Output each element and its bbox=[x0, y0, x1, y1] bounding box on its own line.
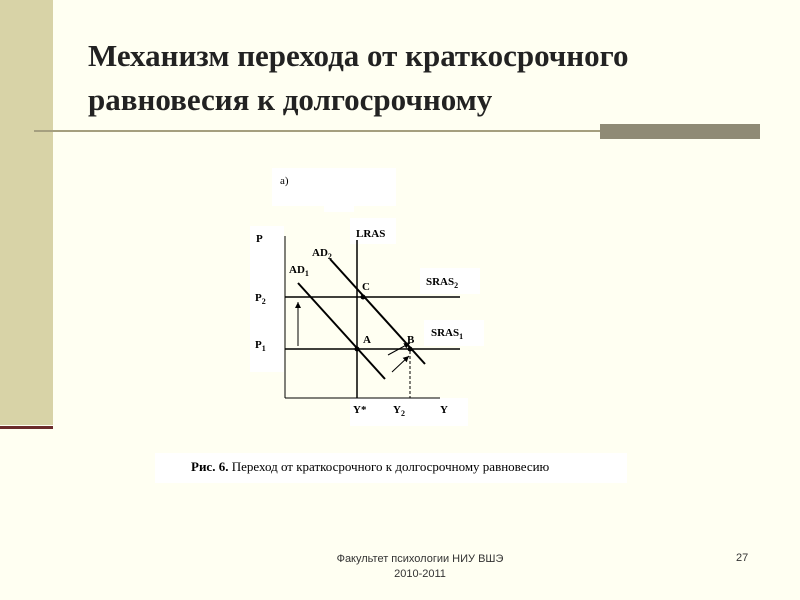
y2-label: $Y_2$ bbox=[393, 404, 405, 418]
footer-line-1: Факультет психологии НИУ ВШЭ bbox=[336, 553, 504, 565]
slide-footer bbox=[320, 552, 520, 582]
footer-line-2: 2010-2011 bbox=[394, 568, 446, 580]
axis-y-label: Y bbox=[440, 404, 448, 416]
title-line-2: равновесия к долгосрочному bbox=[88, 82, 493, 117]
page-number: 27 bbox=[736, 552, 749, 564]
caption-text: Переход от краткосрочного к долгосрочному равновесию bbox=[228, 459, 550, 474]
panel-label-box-tab bbox=[324, 206, 354, 212]
point-a-marker bbox=[355, 347, 360, 352]
title-line-1: Механизм перехода от краткосрочного bbox=[88, 38, 629, 73]
axis-p-label: P bbox=[256, 233, 263, 245]
point-b-marker bbox=[408, 347, 413, 352]
point-b-label: B bbox=[407, 334, 415, 346]
sras2-label: $SRAS_2$ bbox=[426, 276, 459, 290]
caption-prefix: Рис. 6. bbox=[191, 459, 229, 474]
x-axis-label-box bbox=[350, 398, 468, 426]
point-c-label: C bbox=[362, 281, 370, 293]
ad1-label: $AD_1$ bbox=[289, 264, 309, 278]
sras1-label: $SRAS_1$ bbox=[431, 327, 464, 341]
panel-label-box bbox=[272, 168, 396, 206]
figure-caption bbox=[191, 459, 549, 475]
panel-label: а) bbox=[280, 175, 289, 187]
p2-label: $P_2$ bbox=[255, 292, 266, 306]
p1-label: $P_1$ bbox=[255, 339, 266, 353]
lras-label: LRAS bbox=[356, 228, 386, 240]
ad2-label: $AD_2$ bbox=[312, 247, 332, 261]
point-c-marker bbox=[361, 295, 366, 300]
ystar-label: Y* bbox=[353, 404, 367, 416]
point-a-label: A bbox=[363, 334, 371, 346]
shift-arrow-down bbox=[392, 356, 409, 372]
